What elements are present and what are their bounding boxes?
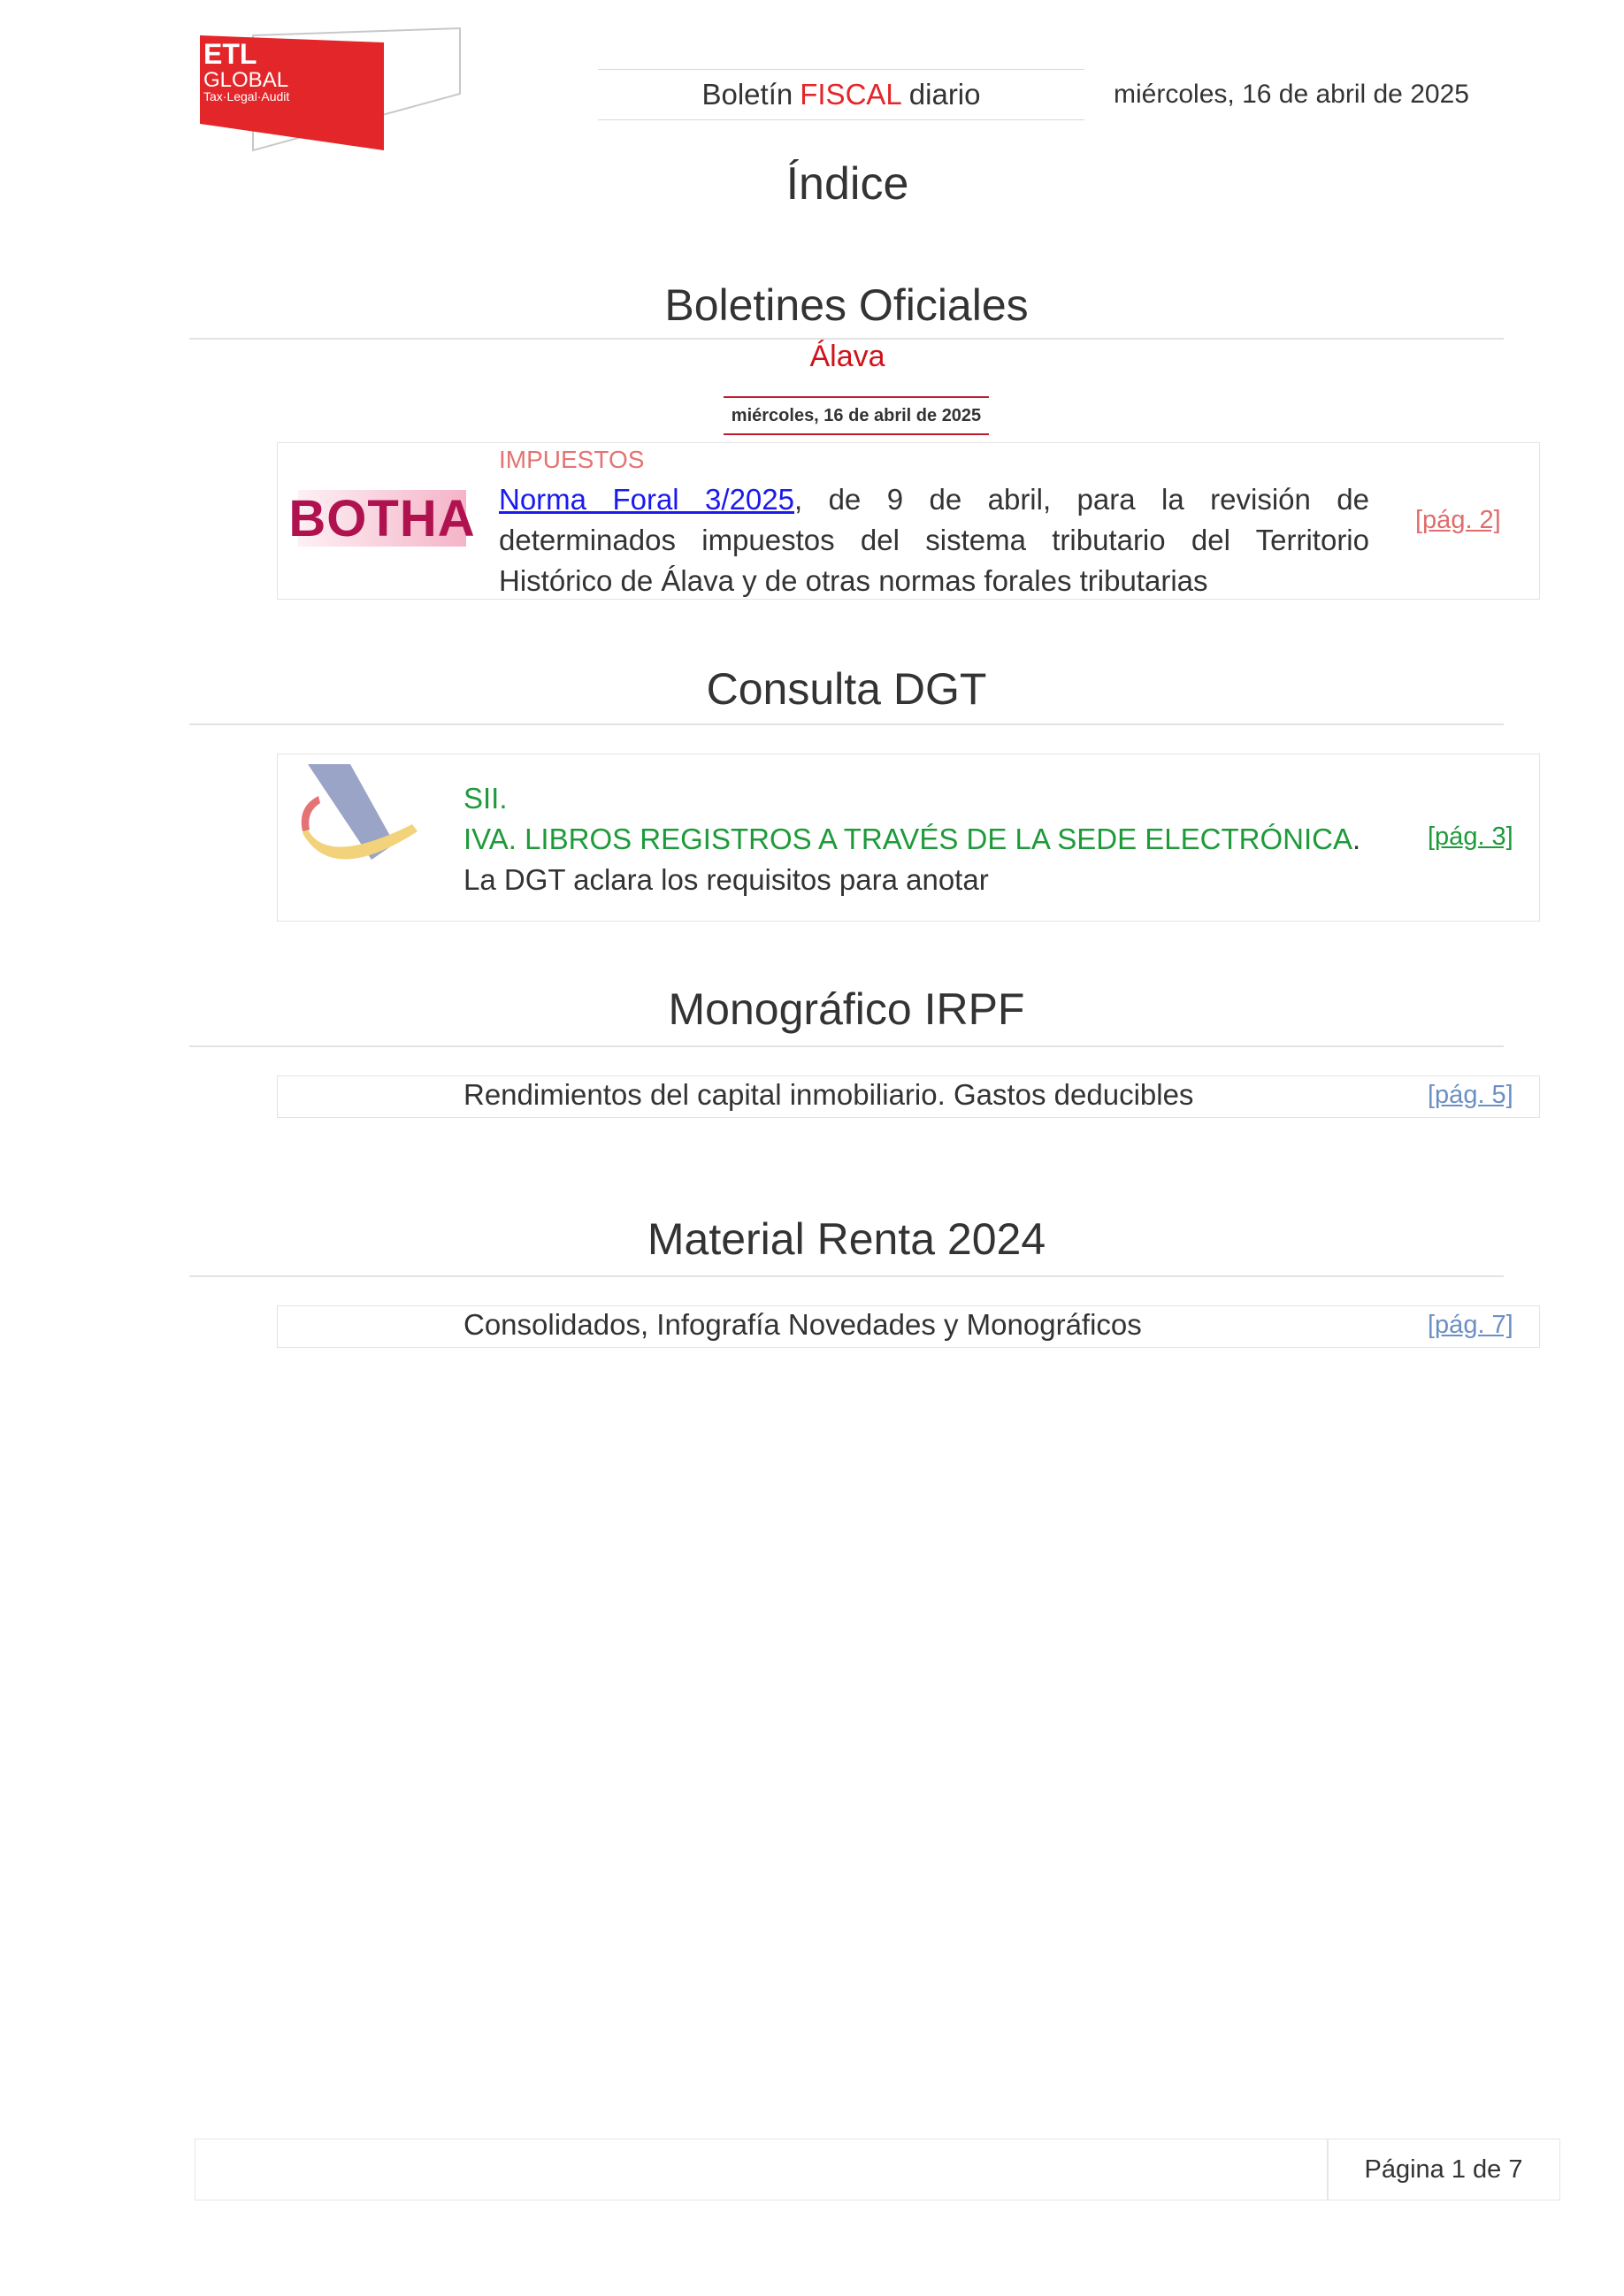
region-label: Álava (809, 340, 885, 373)
boletin-date-label: miércoles, 16 de abril de 2025 (724, 396, 989, 435)
renta-page-link[interactable]: [pág. 7] (1428, 1311, 1513, 1339)
etl-global-logo (196, 27, 463, 154)
section-title-boletines: Boletines Oficiales (189, 279, 1504, 340)
dgt-page-link[interactable]: [pág. 3] (1428, 823, 1513, 851)
bulletin-title (598, 69, 1084, 120)
logo-line2: Tax·Legal·Audit (203, 89, 290, 103)
boletin-entry-description: , de 9 de abril, para la revisión de determinados impuestos del sistema tributario del Territorio Histórico de Álava y de otras normas forales tributarias (499, 483, 1369, 597)
dgt-entry-description: . La DGT aclara los requisitos para anotar (463, 823, 1361, 896)
section-title-irpf: Monográfico IRPF (189, 983, 1504, 1047)
logo-line1: GLOBAL (203, 68, 289, 92)
dgt-entry-text (463, 778, 1396, 900)
botha-logo-text: BOTHA (288, 489, 476, 547)
botha-logo (288, 489, 476, 547)
boletin-page-link[interactable]: [pág. 2] (1415, 506, 1501, 534)
bulletin-title-suffix: diario (908, 78, 981, 111)
bulletin-title-highlight: FISCAL (800, 78, 902, 111)
boletin-entry-text (499, 479, 1369, 601)
dgt-entry-line1: SII. (463, 782, 508, 815)
index-title: Índice (785, 158, 909, 210)
dgt-entry-highlight: IVA. LIBROS REGISTROS A TRAVÉS DE LA SEDE ELECTRÓNICA (463, 823, 1352, 855)
bulletin-title-prefix: Boletín (701, 78, 793, 111)
logo-brand: ETL (203, 38, 257, 70)
irpf-page-link[interactable]: [pág. 5] (1428, 1081, 1513, 1109)
page-number: Página 1 de 7 (1327, 2139, 1560, 2200)
footer-left-cell (195, 2139, 1329, 2200)
irpf-entry-text: Rendimientos del capital inmobiliario. Gastos deducibles (463, 1078, 1194, 1111)
header-date: miércoles, 16 de abril de 2025 (1114, 80, 1469, 109)
section-title-dgt: Consulta DGT (189, 663, 1504, 725)
norma-foral-link[interactable]: Norma Foral 3/2025 (499, 483, 794, 516)
aeat-logo-icon (297, 762, 421, 877)
renta-entry-text: Consolidados, Infografía Novedades y Monográficos (463, 1308, 1142, 1341)
section-title-renta: Material Renta 2024 (189, 1213, 1504, 1277)
boletin-category: IMPUESTOS (499, 446, 645, 473)
